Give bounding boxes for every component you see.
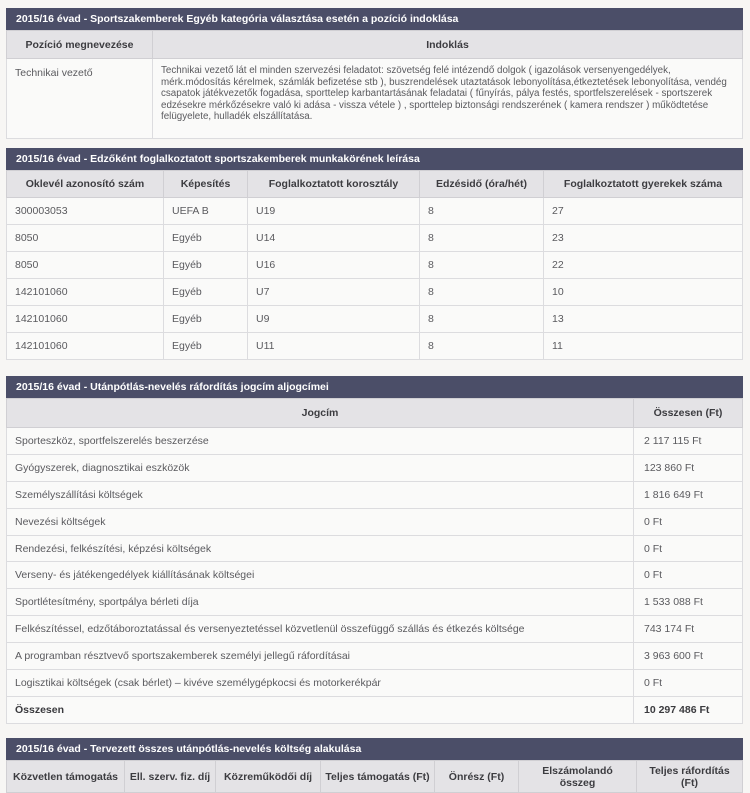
training-hours: 8 — [420, 279, 544, 306]
coach-table — [6, 170, 743, 360]
total-row — [7, 696, 743, 723]
expense-table — [6, 398, 743, 724]
table-row — [7, 333, 743, 360]
qualification: Egyéb — [164, 252, 248, 279]
expense-category: Sporteszköz, sportfelszerelés beszerzése — [7, 428, 634, 455]
qualification: Egyéb — [164, 306, 248, 333]
column-header: Edzésidő (óra/hét) — [420, 171, 544, 198]
total-label: Összesen — [7, 696, 634, 723]
column-header: Képesítés — [164, 171, 248, 198]
expense-category: Nevezési költségek — [7, 508, 634, 535]
table-row — [7, 508, 743, 535]
table-row — [7, 252, 743, 279]
expense-category: Gyógyszerek, diagnosztikai eszközök — [7, 454, 634, 481]
section-title: 2015/16 évad - Sportszakemberek Egyéb kategória választása esetén a pozíció indoklása — [6, 8, 743, 30]
coach-job-description-section — [6, 148, 743, 360]
diploma-id: 142101060 — [7, 279, 164, 306]
column-header: Elszámolandó összeg — [519, 761, 637, 793]
qualification: Egyéb — [164, 333, 248, 360]
table-row — [7, 562, 743, 589]
justification-text: Technikai vezető lát el minden szervezési feladatot: szövetség felé intézendő dolgok ( igazolások versenyengedélyek, mérk.módosítás kérelmek, számlák befizetése stb ), buszrendelések utaztatások lebonyolítása,étkeztetések lebonyolítása, vendég csapatok játékvezetők fogadása, sporttelep karbantartásának feladatai ( fűnyírás, pálya festés, sportfelszerelések - sportszerek edzésekre mérkőzésekre való ki adása - vissza vétele ) , sporttelep biztonsági rendszerének ( kamera rendszer ) működtetése felügyelete, hulladék elszállítatása. — [153, 59, 743, 139]
planned-costs-section — [6, 738, 743, 793]
table-row — [7, 535, 743, 562]
column-header: Összesen (Ft) — [634, 399, 743, 428]
column-header: Ell. szerv. fiz. díj — [125, 761, 216, 793]
table-row — [7, 670, 743, 697]
table-row — [7, 481, 743, 508]
expense-amount: 1 533 088 Ft — [634, 589, 743, 616]
column-header: Pozíció megnevezése — [7, 31, 153, 59]
expense-category: Személyszállítási költségek — [7, 481, 634, 508]
column-header: Jogcím — [7, 399, 634, 428]
planned-costs-table — [6, 760, 743, 793]
column-header: Önrész (Ft) — [435, 761, 519, 793]
expense-category: A programban résztvevő sportszakemberek személyi jellegű ráfordításai — [7, 643, 634, 670]
expense-category: Logisztikai költségek (csak bérlet) – kivéve személygépkocsi és motorkerékpár — [7, 670, 634, 697]
qualification: Egyéb — [164, 279, 248, 306]
diploma-id: 8050 — [7, 225, 164, 252]
section-title: 2015/16 évad - Edzőként foglalkoztatott sportszakemberek munkakörének leírása — [6, 148, 743, 170]
table-row — [7, 225, 743, 252]
diploma-id: 8050 — [7, 252, 164, 279]
age-group: U11 — [248, 333, 420, 360]
children-count: 22 — [544, 252, 743, 279]
expense-amount: 0 Ft — [634, 535, 743, 562]
table-row — [7, 198, 743, 225]
age-group: U19 — [248, 198, 420, 225]
expense-category: Felkészítéssel, edzőtáboroztatással és versenyeztetéssel közvetlenül összefüggő szállás és étkezés költsége — [7, 616, 634, 643]
column-header: Indoklás — [153, 31, 743, 59]
expense-amount: 0 Ft — [634, 562, 743, 589]
total-amount: 10 297 486 Ft — [634, 696, 743, 723]
expense-amount: 1 816 649 Ft — [634, 481, 743, 508]
age-group: U14 — [248, 225, 420, 252]
table-row — [7, 279, 743, 306]
section-title: 2015/16 évad - Tervezett összes utánpótlás-nevelés költség alakulása — [6, 738, 743, 760]
expense-amount: 743 174 Ft — [634, 616, 743, 643]
table-row — [7, 643, 743, 670]
column-header: Foglalkoztatott gyerekek száma — [544, 171, 743, 198]
age-group: U16 — [248, 252, 420, 279]
children-count: 10 — [544, 279, 743, 306]
table-row — [7, 589, 743, 616]
age-group: U9 — [248, 306, 420, 333]
position-name: Technikai vezető — [7, 59, 153, 139]
column-header: Foglalkoztatott korosztály — [248, 171, 420, 198]
column-header: Teljes támogatás (Ft) — [321, 761, 435, 793]
age-group: U7 — [248, 279, 420, 306]
column-header: Közvetlen támogatás — [7, 761, 125, 793]
column-header: Teljes ráfordítás (Ft) — [637, 761, 743, 793]
training-hours: 8 — [420, 252, 544, 279]
expense-amount: 123 860 Ft — [634, 454, 743, 481]
expense-category: Verseny- és játékengedélyek kiállításának költségei — [7, 562, 634, 589]
table-row — [7, 454, 743, 481]
section-title: 2015/16 évad - Utánpótlás-nevelés ráfordítás jogcím aljogcímei — [6, 376, 743, 398]
position-justification-section — [6, 8, 743, 139]
expense-amount: 3 963 600 Ft — [634, 643, 743, 670]
children-count: 13 — [544, 306, 743, 333]
expense-amount: 0 Ft — [634, 508, 743, 535]
training-hours: 8 — [420, 306, 544, 333]
qualification: Egyéb — [164, 225, 248, 252]
expense-category: Rendezési, felkészítési, képzési költségek — [7, 535, 634, 562]
position-justification-table — [6, 30, 743, 139]
diploma-id: 142101060 — [7, 306, 164, 333]
children-count: 27 — [544, 198, 743, 225]
diploma-id: 142101060 — [7, 333, 164, 360]
children-count: 23 — [544, 225, 743, 252]
diploma-id: 300003053 — [7, 198, 164, 225]
column-header: Közreműködői díj — [216, 761, 321, 793]
qualification: UEFA B — [164, 198, 248, 225]
training-hours: 8 — [420, 198, 544, 225]
expense-amount: 2 117 115 Ft — [634, 428, 743, 455]
expense-subtitles-section — [6, 376, 743, 724]
expense-category: Sportlétesítmény, sportpálya bérleti díja — [7, 589, 634, 616]
table-row — [7, 616, 743, 643]
training-hours: 8 — [420, 225, 544, 252]
expense-amount: 0 Ft — [634, 670, 743, 697]
training-hours: 8 — [420, 333, 544, 360]
table-row — [7, 428, 743, 455]
table-row — [7, 306, 743, 333]
children-count: 11 — [544, 333, 743, 360]
column-header: Oklevél azonosító szám — [7, 171, 164, 198]
